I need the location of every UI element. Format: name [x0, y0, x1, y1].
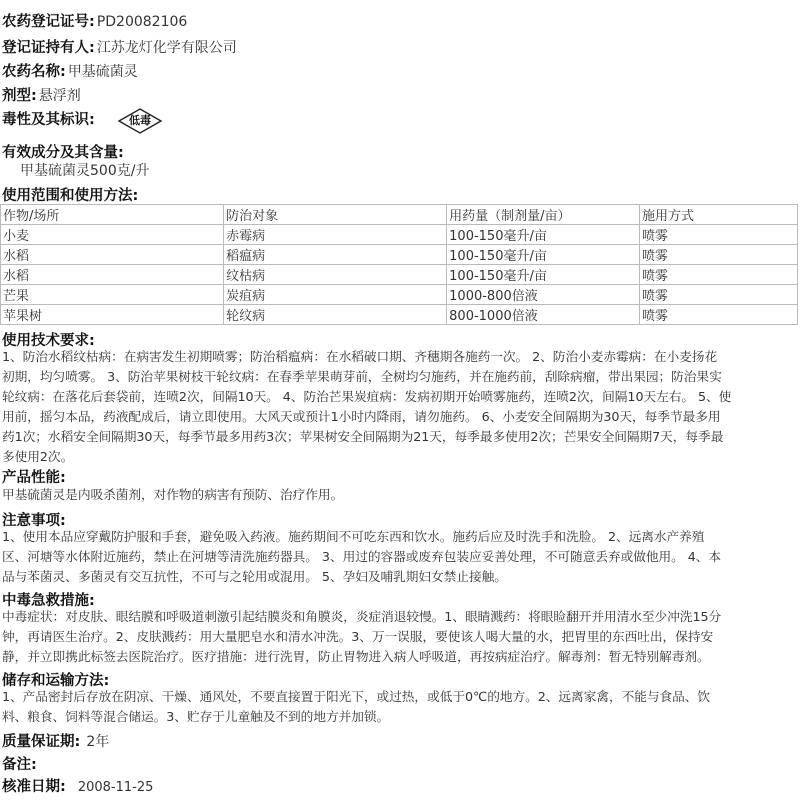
first-aid-heading: 中毒急救措施: — [2, 593, 95, 609]
table-cell: 炭疽病 — [224, 285, 447, 305]
table-cell: 喷雾 — [639, 245, 797, 265]
text-line: 用前，摇匀本品，药液配成后，请立即使用。大风天或预计1小时内降雨，请勿施药。 6、小麦安全间隔期为30天，每季节最多用 — [2, 409, 721, 424]
table-cell: 喷雾 — [639, 285, 797, 305]
first-aid-text — [2, 607, 798, 667]
registration-number-value: PD20082106 — [96, 14, 188, 30]
text-line: 料、粮食、饲料等混合储运。3、贮存于儿童触及不到的地方并加锁。 — [2, 709, 390, 724]
table-cell: 喷雾 — [639, 305, 797, 325]
active-ingredient-row — [2, 141, 124, 162]
table-cell: 芒果 — [1, 285, 224, 305]
table-row — [1, 225, 798, 245]
registration-holder-value: 江苏龙灯化学有限公司 — [96, 40, 237, 56]
technique-heading: 使用技术要求: — [2, 333, 95, 349]
pesticide-name-label: 农药名称: — [2, 64, 66, 80]
column-header-dosage: 用药量（制剂量/亩） — [447, 205, 640, 225]
toxicity-row — [2, 108, 95, 129]
storage-heading: 储存和运输方法: — [2, 673, 110, 689]
table-row — [1, 285, 798, 305]
text-line: 初期，均匀喷雾。 3、防治苹果树枝干轮纹病：在春季苹果萌芽前，全树均匀施药，并在施药前，刮除病瘤，带出果园；防治果实 — [2, 369, 722, 384]
text-line: 品与苯菌灵、多菌灵有交互抗性，不可与之轮用或混用。 5、孕妇及哺乳期妇女禁止接触。 — [2, 569, 507, 584]
registration-holder-row — [2, 36, 237, 57]
registration-holder-label: 登记证持有人: — [2, 40, 95, 56]
formulation-value: 悬浮剂 — [38, 88, 81, 104]
approval-date-row — [2, 775, 153, 796]
column-header-crop: 作物/场所 — [1, 205, 224, 225]
active-ingredient-label: 有效成分及其含量: — [2, 145, 124, 161]
table-cell: 100-150毫升/亩 — [447, 225, 640, 245]
text-line: 静，并立即携此标签去医院治疗。医疗措施：进行洗胃，防止胃物进入病人呼吸道，再按病症治疗。解毒剂：暂无特别解毒剂。 — [2, 649, 710, 664]
table-cell: 喷雾 — [639, 265, 797, 285]
column-header-target: 防治对象 — [224, 205, 447, 225]
remarks-row — [2, 753, 37, 774]
table-cell: 轮纹病 — [224, 305, 447, 325]
registration-number-row — [2, 10, 187, 31]
formulation-row — [2, 84, 81, 105]
table-cell: 赤霉病 — [224, 225, 447, 245]
text-line: 钟，再请医生治疗。2、皮肤溅药：用大量肥皂水和清水冲洗。3、万一误服，要使该人喝大量的水，把胃里的东西吐出，保持安 — [2, 629, 714, 644]
table-cell: 稻瘟病 — [224, 245, 447, 265]
text-line: 中毒症状：对皮肤、眼结膜和呼吸道刺激引起结膜炎和角膜炎，炎症消退较慢。1、眼睛溅药：将眼睑翻开并用清水至少冲洗15分 — [2, 609, 722, 624]
performance-text — [2, 485, 798, 505]
approval-date-label: 核准日期: — [2, 779, 66, 795]
table-cell: 100-150毫升/亩 — [447, 245, 640, 265]
low-toxicity-badge — [118, 108, 162, 134]
storage-text — [2, 687, 798, 727]
table-header-row — [1, 205, 798, 225]
warranty-label: 质量保证期: — [2, 734, 81, 750]
column-header-method: 施用方式 — [639, 205, 797, 225]
warranty-row — [2, 730, 109, 751]
technique-text — [2, 347, 798, 467]
text-line: 轮纹病：在落花后套袋前，连喷2次，间隔10天。 4、防治芒果炭疽病：发病初期开始喷雾施药，连喷2次，间隔10天左右。 5、使 — [2, 389, 732, 404]
table-cell: 喷雾 — [639, 225, 797, 245]
table-cell: 小麦 — [1, 225, 224, 245]
warranty-value: 2年 — [86, 734, 110, 750]
table-cell: 纹枯病 — [224, 265, 447, 285]
table-cell: 水稻 — [1, 265, 224, 285]
text-line: 区、河塘等水体附近施药，禁止在河塘等清洗施药器具。 3、用过的容器或废弃包装应妥善处理，不可随意丢弃或做他用。 4、本 — [2, 549, 722, 564]
toxicity-badge-text: 低毒 — [129, 114, 151, 127]
formulation-label: 剂型: — [2, 88, 37, 104]
registration-number-label: 农药登记证号: — [2, 14, 95, 30]
text-line: 1、使用本品应穿戴防护服和手套，避免吸入药液。施药期间不可吃东西和饮水。施药后应及时洗手和洗脸。 2、远离水产养殖 — [2, 529, 705, 544]
active-ingredient-value: 甲基硫菌灵500克/升 — [20, 163, 150, 179]
table-cell: 100-150毫升/亩 — [447, 265, 640, 285]
performance-heading: 产品性能: — [2, 470, 66, 486]
pesticide-name-row — [2, 60, 138, 81]
remarks-label: 备注: — [2, 757, 37, 773]
pesticide-name-value: 甲基硫菌灵 — [67, 64, 138, 80]
table-cell: 800-1000倍液 — [447, 305, 640, 325]
usage-table — [0, 204, 798, 325]
approval-date-value: 2008-11-25 — [77, 780, 154, 795]
table-row — [1, 245, 798, 265]
precautions-heading: 注意事项: — [2, 513, 66, 529]
text-line: 药1次；水稻安全间隔期30天，每季节最多用药3次；苹果树安全间隔期为21天，每季最多使用2次；芒果安全间隔期7天，每季最 — [2, 429, 724, 444]
table-row — [1, 265, 798, 285]
table-cell: 水稻 — [1, 245, 224, 265]
table-row — [1, 305, 798, 325]
usage-heading: 使用范围和使用方法: — [2, 188, 139, 204]
text-line: 1、防治水稻纹枯病：在病害发生初期喷雾；防治稻瘟病：在水稻破口期、齐穗期各施药一次。 2、防治小麦赤霉病：在小麦扬花 — [2, 349, 718, 364]
table-cell: 1000-800倍液 — [447, 285, 640, 305]
toxicity-label: 毒性及其标识: — [2, 112, 95, 128]
precautions-text — [2, 527, 798, 587]
text-line: 1、产品密封后存放在阴凉、干燥、通风处，不要直接置于阳光下，或过热，或低于0℃的地方。2、远离家禽，不能与食品、饮 — [2, 689, 711, 704]
text-line: 甲基硫菌灵是内吸杀菌剂，对作物的病害有预防、治疗作用。 — [2, 487, 344, 502]
table-cell: 苹果树 — [1, 305, 224, 325]
text-line: 多使用2次。 — [2, 449, 74, 464]
